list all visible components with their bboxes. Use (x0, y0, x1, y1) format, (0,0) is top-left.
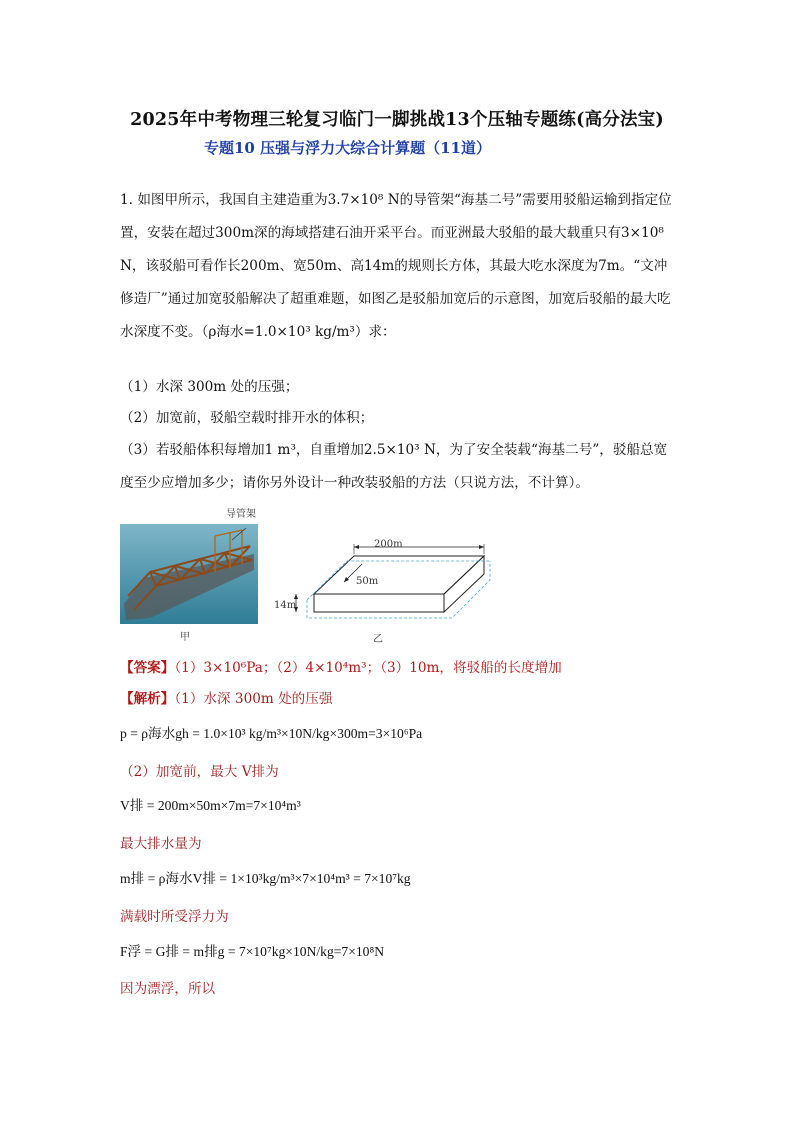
sub-question-2: （2）加宽前，驳船空载时排开水的体积； (120, 410, 374, 426)
question-body (120, 184, 680, 349)
sub-question-3: （3）若驳船体积每增加1 m³，自重增加2.5×10³ N，为了安全装载“海基二号”，驳船总宽度至少应增加多少；请你另外设计一种改装驳船的方法（只说方法，不计算）。 (120, 442, 668, 491)
question-number: 1. (120, 192, 133, 208)
diagram-caption: 乙 (373, 634, 383, 645)
answer-text: （1）3×10⁶Pa；（2）4×10⁴m³；（3）10m，将驳船的长度增加 (174, 660, 562, 676)
dim-height-label: 14m (274, 600, 297, 611)
photo-label: 导管架 (226, 509, 256, 520)
page-title: 2025年中考物理三轮复习临门一脚挑战13个压轴专题练(高分法宝) (130, 110, 664, 130)
sub-question-1: （1）水深 300m 处的压强； (120, 379, 299, 395)
analysis-step-5: 因为漂浮，所以 (120, 981, 216, 997)
answer-tag: 【答案】 (120, 660, 175, 676)
equation-buoyancy: F浮 = G排 = m排g = 7×10⁷kg×10N/kg=7×10⁸N (120, 944, 385, 959)
equation-displaced-volume: V排 = 200m×50m×7m=7×10⁴m³ (120, 798, 301, 813)
photo-caption: 甲 (180, 632, 190, 643)
analysis-line (120, 687, 332, 707)
question-text: 如图甲所示，我国自主建造重为3.7×10⁸ N的导管架“海基二号”需要用驳船运输到指定位置，安装在超过300m深的海域搭建石油开采平台。而亚洲最大驳船的最大载重只有3×10⁸ N，该驳船可看作长200m、宽50m、高14m的规则长方体，其最大吃水深度为7m。“文冲修造厂”通过加宽驳船解决了超重难题，如图乙是驳船加宽后的示意图，加宽后驳船的最大吃水深度不变。（ρ海水=1.0×10³ kg/m³）求： (120, 192, 672, 340)
dim-width-label: 50m (356, 576, 379, 587)
analysis-step-1: （1）水深 300m 处的压强 (174, 691, 333, 707)
analysis-step-3: 最大排水量为 (120, 836, 202, 852)
section-subtitle: 专题10 压强与浮力大综合计算题（11道） (204, 139, 491, 157)
equation-displaced-mass: m排 = ρ海水V排 = 1×10³kg/m³×7×10⁴m³ = 7×10⁷kg (120, 871, 411, 886)
equation-pressure: p = ρ海水gh = 1.0×10³ kg/m³×10N/kg×300m=3×10⁶Pa (120, 726, 423, 741)
analysis-step-2: （2）加宽前，最大 V排为 (120, 764, 279, 780)
analysis-tag: 【解析】 (120, 691, 175, 707)
analysis-step-4: 满载时所受浮力为 (120, 909, 229, 925)
jacket-photo (120, 524, 258, 624)
dim-length-label: 200m (374, 539, 403, 550)
answer-line (120, 656, 562, 676)
